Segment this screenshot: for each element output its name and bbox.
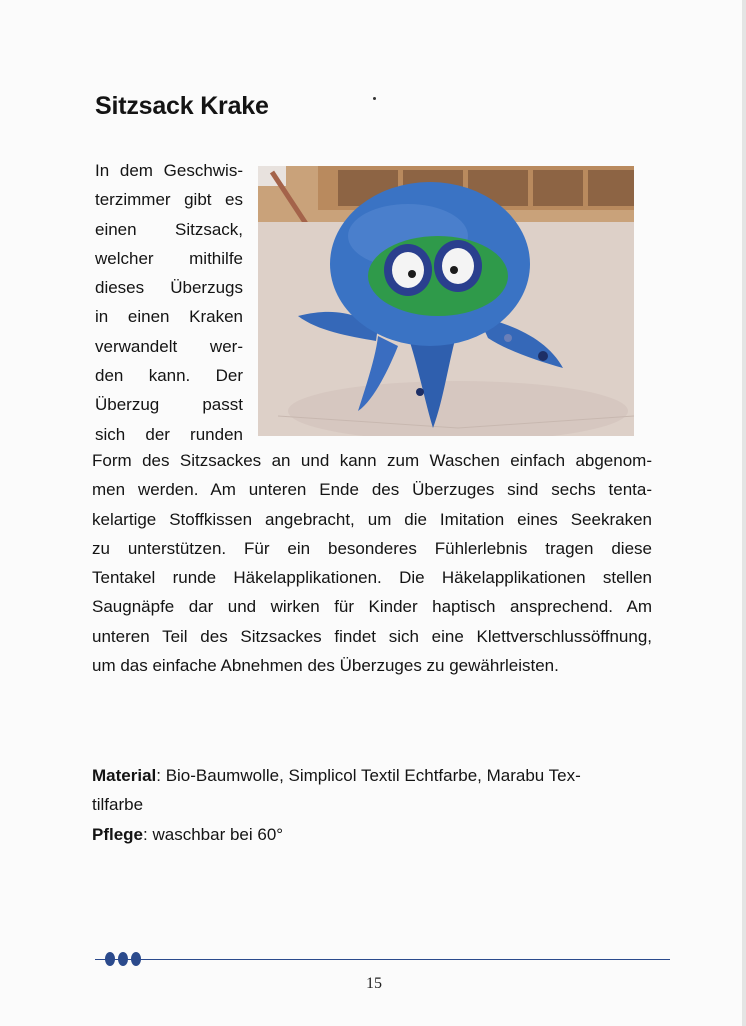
page-title: Sitzsack Krake [95, 92, 269, 120]
body-line: men werden. Am unteren Ende des Überzuges sind sechs tenta- [92, 480, 652, 500]
material-line-cont: tilfarbe [92, 795, 144, 815]
intro-line: in einen Kraken [95, 307, 243, 327]
intro-line: einen Sitzsack, [95, 219, 243, 239]
care-value: : waschbar bei 60° [143, 824, 284, 844]
intro-line: verwandelt wer- [95, 336, 243, 356]
footer-dots-icon [104, 950, 144, 968]
intro-line: welcher mithilfe [95, 248, 243, 268]
care-label: Pflege [92, 824, 144, 844]
page-number: 15 [366, 975, 382, 992]
body-line: um das einfache Abnehmen des Überzuges zu gewährleisten. [92, 656, 559, 676]
speck [373, 97, 376, 100]
octopus-beanbag-photo [258, 166, 634, 436]
body-paragraph [92, 446, 652, 680]
page-edge [742, 0, 746, 1026]
body-line: Tentakel runde Häkelapplikationen. Die Häkelapplikationen stellen [92, 568, 652, 588]
material-label: Material [92, 766, 157, 785]
body-line: Saugnäpfe dar und wirken für Kinder haptisch ansprechend. Am [92, 597, 652, 617]
intro-paragraph [95, 156, 243, 449]
care-line [92, 820, 652, 849]
intro-line: Überzug passt [95, 395, 243, 415]
material-care-block [92, 761, 652, 849]
body-line: unteren Teil des Sitzsackes findet sich eine Klettverschlussöffnung, [92, 626, 652, 646]
intro-line: terzimmer gibt es [95, 190, 243, 210]
intro-line: den kann. Der [95, 366, 243, 386]
intro-line: In dem Geschwis- [95, 161, 243, 180]
intro-line: sich der runden [95, 424, 243, 444]
material-value: : Bio-Baumwolle, Simplicol Textil Echtfarbe, Marabu Tex- [156, 766, 581, 785]
body-line: zu unterstützen. Für ein besonderes Fühlerlebnis tragen diese [92, 538, 652, 558]
body-line: Form des Sitzsackes an und kann zum Waschen einfach abgenom- [92, 451, 652, 470]
intro-line: dieses Überzugs [95, 278, 243, 298]
body-line: kelartige Stoffkissen angebracht, um die Imitation eines Seekraken [92, 509, 652, 529]
material-line [92, 761, 652, 790]
footer-rule [95, 959, 670, 960]
